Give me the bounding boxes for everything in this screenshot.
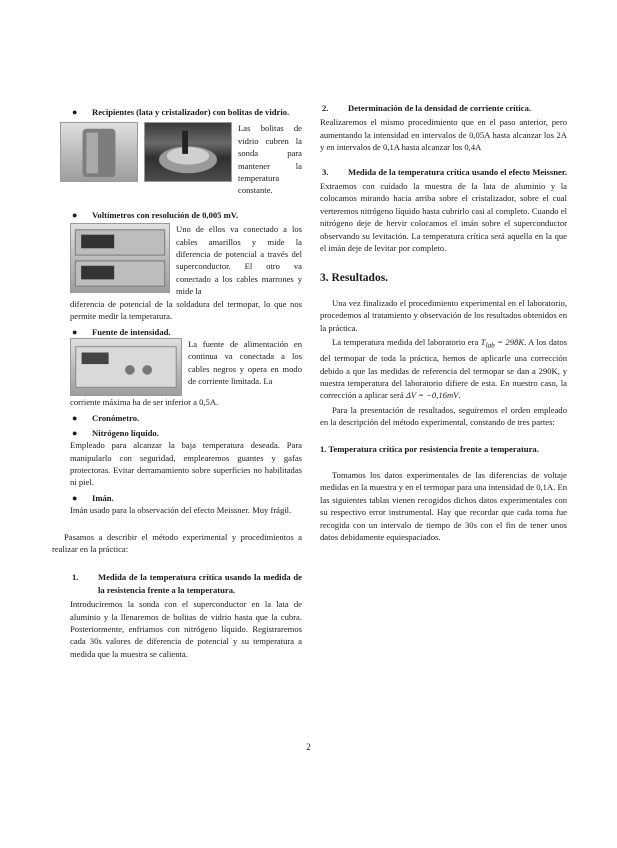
correction-equation: ΔV = −0,16mV <box>405 390 459 401</box>
voltimetros-photo <box>70 223 170 293</box>
step-1-heading <box>70 571 302 596</box>
bullet-title: Fuente de intensidad. <box>92 326 171 337</box>
results-paragraph-3: Para la presentación de resultados, seguiremos el orden empleado en la descripción del método experimental, constando de tres partes: <box>320 404 567 428</box>
bullet-title: Voltímetros con resolución de 0,005 mV. <box>92 209 239 220</box>
step-number: 1. <box>72 572 79 583</box>
nitrogeno-text: Empleado para alcanzar la baja temperatura deseada. Para manipularlo con seguridad, emplearemos guantes y gafas protectoras. Evitar derramamiento sobre superficies no habilitadas ni piel. <box>70 440 302 488</box>
tlab-symbol <box>480 337 495 350</box>
step-1-text: Introduciremos la sonda con el superconductor en la lata de aluminio y la llenaremos de bolitas de vidrio hasta que la cubra. Posteriormente, enfriamos con nitrógeno líquido. Registraremos cada 30s valores de diferencia de potencial y su temperatura a medida que la muestra se calienta. <box>70 599 302 659</box>
results-p2-part-c: . <box>458 390 461 401</box>
bullet-title: Imán. <box>92 492 114 503</box>
bullet-dot: ● <box>72 427 78 438</box>
fuente-row <box>70 338 302 396</box>
bullet-fuente <box>70 326 302 338</box>
bullet-iman <box>70 492 302 504</box>
step-title: Medida de la temperatura crítica usando el efecto Meissner. <box>348 166 568 177</box>
bullet-recipientes <box>70 106 302 118</box>
intro-paragraph: Pasamos a describir el método experimental y procedimientos a realizar en la práctica: <box>52 531 302 554</box>
bullet-voltimetros <box>70 209 302 221</box>
recipientes-text: Las bolitas de vidrio cubren la sonda para mantener la temperatura constante. <box>238 123 302 196</box>
tlab-letter: T <box>480 337 486 348</box>
bullet-dot: ● <box>72 107 78 117</box>
iman-text: Imán usado para la observación del efecto Meissner. Muy frágil. <box>70 505 292 516</box>
bullet-dot: ● <box>72 413 78 424</box>
step-number: 3. <box>322 166 329 177</box>
bullet-title: Recipientes (lata y cristalizador) con bolitas de vidrio. <box>92 107 290 117</box>
bullet-dot: ● <box>72 326 78 337</box>
fuente-text-full: corriente máxima ha de ser inferior a 0,5A. <box>70 396 219 407</box>
step-3-heading <box>320 166 567 178</box>
step-2-heading <box>320 102 567 114</box>
lata-photo <box>60 122 138 182</box>
right-column <box>320 102 567 544</box>
page-number: 2 <box>306 742 311 752</box>
voltimetros-text-full: diferencia de potencial de la soldadura del termopar, lo que nos permite medir la temperatura. <box>70 298 302 322</box>
voltimetros-text-side: Uno de ellos va conectado a los cables amarillos y mide la diferencia de potencial a través del superconductor. El otro va conectado a los cables marrones y mide la <box>176 224 302 297</box>
voltimetros-photo-graphic <box>71 224 169 292</box>
left-column <box>52 104 302 660</box>
fuente-text-side: La fuente de alimentación en continua va conectada a los cables negros y opera en modo de corriente limitada. La <box>188 338 302 387</box>
fuente-photo <box>70 338 182 396</box>
cristalizador-photo <box>144 122 232 182</box>
step-2-text: Realizaremos el mismo procedimiento que en el paso anterior, pero aumentando la intensidad en intervalos de 0,05A hasta alcanzar los 2A y en intervalos de 0,1A hasta alcanzar los 0,4A <box>320 117 567 153</box>
voltimetros-row <box>70 223 302 297</box>
results-p2-part-b: . A los datos del termopar de toda la práctica, hemos de aplicarle una corrección debido a que las medidas de referencia del termopar se dan a 290K, y nuestra temperatura del laboratorio difiere de esta. En nuestro caso, la corrección a aplicar será <box>320 337 567 401</box>
bullet-dot: ● <box>72 492 78 503</box>
results-paragraph-2 <box>320 336 567 402</box>
bullet-dot: ● <box>72 209 78 220</box>
bullet-nitrogeno <box>70 427 302 439</box>
step-title: Medida de la temperatura crítica usando la medida de la resistencia frente a la temperatura. <box>98 572 302 595</box>
step-number: 2. <box>322 103 329 113</box>
step-3-text: Extraemos con cuidado la muestra de la lata de aluminio y la colocamos mirando hacia arriba sobre el cristalizador, sobre el cual verteremos nitrógeno líquido hasta cubrirlo casi al completo. Cuando el nitrógeno deje de hervir colocamos el imán sobre el superconductor observando su levitación. La temperatura crítica será aquella en la que el imán deje de levitar por completo. <box>320 181 567 254</box>
step-title: Determinación de la densidad de corriente crítica. <box>348 103 532 113</box>
tlab-subscript: lab <box>485 341 495 350</box>
results-paragraph-1: Una vez finalizado el procedimiento experimental en el laboratorio, procedemos al tratamiento y observación de los resultados obtenidos en la práctica. <box>320 297 567 333</box>
fuente-photo-graphic <box>71 339 181 395</box>
lata-photo-graphic <box>61 123 137 181</box>
recipientes-row <box>70 122 302 196</box>
bullet-title: Cronómetro. <box>92 413 140 424</box>
results-section-title: 3. Resultados. <box>320 272 389 285</box>
results-p2-part-a: La temperatura medida del laboratorio era <box>332 337 479 348</box>
tlab-equation: = 298K <box>497 337 525 348</box>
bullet-title: Nitrógeno líquido. <box>92 427 159 438</box>
cristalizador-photo-graphic <box>145 123 231 181</box>
subsection-1-text: Tomamos los datos experimentales de las diferencias de voltaje medidas en la muestra y en el termopar para una intensidad de 0,1A. En las siguientes tablas vienen recogidos dichos datos experimentales con su respectivo error instrumental. Hay que recordar que cada toma fue recogida con un intervalo de tiempo de 30s con el fin de tener unos datos debidamente equiespaciados. <box>320 470 567 543</box>
subsection-1-title: 1. Temperatura crítica por resistencia frente a temperatura. <box>320 443 539 454</box>
bullet-cronometro <box>70 412 302 424</box>
